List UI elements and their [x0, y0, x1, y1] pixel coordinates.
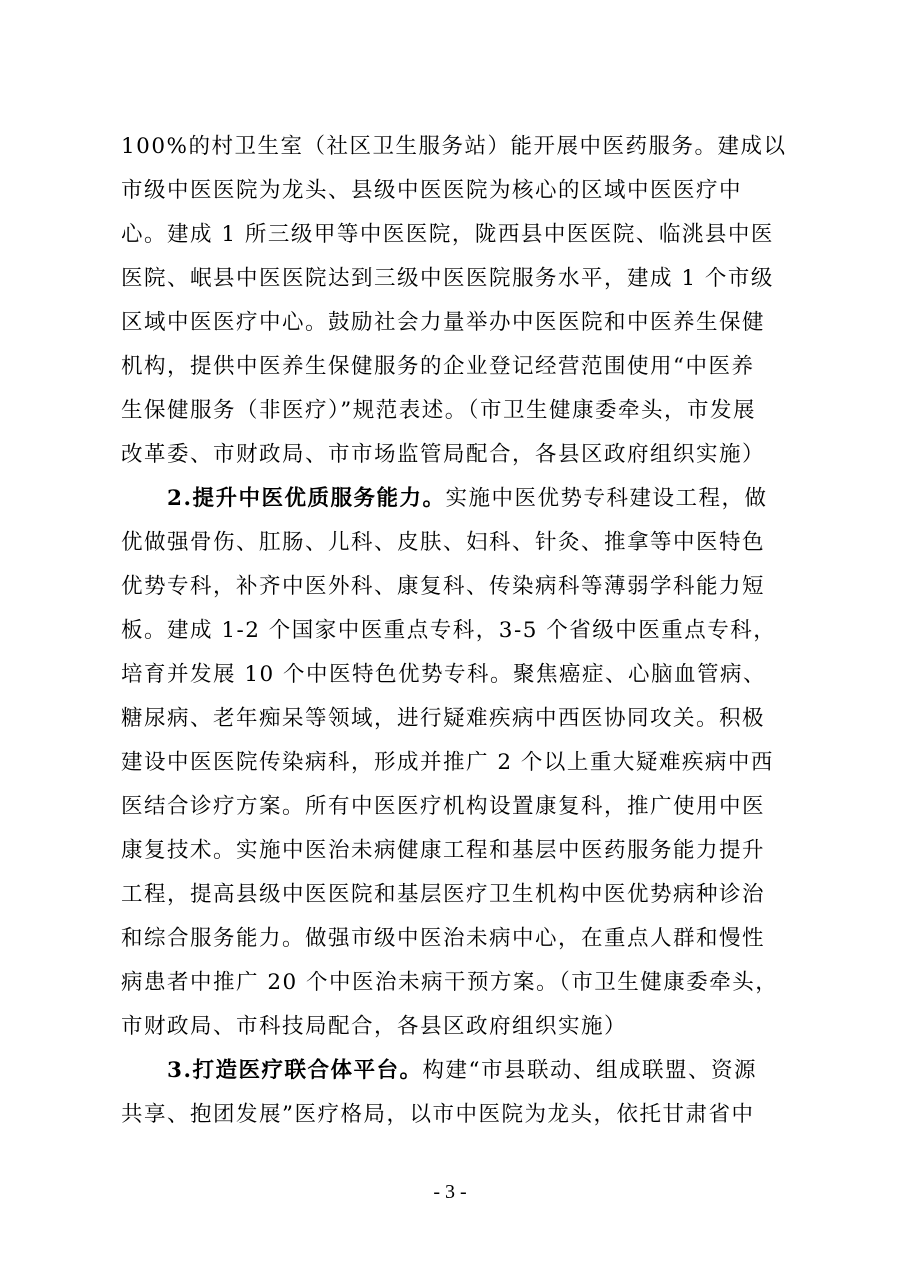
- line-text: 生保健服务（非医疗）”规范表述。（市卫生健康委牵头，市发展: [121, 398, 756, 423]
- text-line: [121, 1012, 627, 1042]
- text-line: [121, 572, 765, 602]
- text-line: [121, 968, 778, 998]
- text-line: [121, 308, 765, 338]
- line-text: 市级中医医院为龙头、县级中医医院为核心的区域中医医疗中: [121, 178, 743, 203]
- line-text: 康复技术。实施中医治未病健康工程和基层中医药服务能力提升: [121, 838, 766, 863]
- text-line: [121, 880, 765, 910]
- section-heading-line: [167, 484, 767, 514]
- text-line: [121, 792, 765, 822]
- line-text: 构建“市县联动、组成联盟、资源: [422, 1058, 757, 1083]
- text-line: [121, 396, 756, 426]
- text-line: [121, 132, 786, 162]
- section-heading: 2.提升中医优质服务能力。: [167, 486, 446, 511]
- text-line: [121, 528, 765, 558]
- text-line: [121, 176, 742, 206]
- line-text: 共享、抱团发展”医疗格局，以市中医院为龙头，依托甘肃省中: [121, 1102, 755, 1127]
- line-text: 优做强骨伤、肛肠、儿科、皮肤、妇科、针灸、推拿等中医特色: [121, 530, 766, 555]
- line-text: 病患者中推广 20 个中医治未病干预方案。（市卫生健康委牵头，: [121, 970, 779, 995]
- text-line: [121, 616, 776, 646]
- line-text: 板。建成 1-2 个国家中医重点专科，3-5 个省级中医重点专科，: [121, 618, 777, 643]
- text-line: [121, 352, 755, 382]
- line-text: 工程，提高县级中医医院和基层医疗卫生机构中医优势病种诊治: [121, 882, 766, 907]
- line-text: 100%的村卫生室（社区卫生服务站）能开展中医药服务。建成以: [121, 134, 787, 159]
- text-line: [121, 1100, 755, 1130]
- line-text: 改革委、市财政局、市市场监管局配合，各县区政府组织实施）: [121, 442, 766, 467]
- text-line: [121, 220, 774, 250]
- text-line: [121, 440, 765, 470]
- line-text: 市财政局、市科技局配合，各县区政府组织实施）: [121, 1014, 628, 1039]
- line-text: 机构，提供中医养生保健服务的企业登记经营范围使用“中医养: [121, 354, 755, 379]
- text-line: [121, 704, 765, 734]
- line-text: 实施中医优势专科建设工程，做: [445, 486, 768, 511]
- line-text: 医结合诊疗方案。所有中医医疗机构设置康复科，推广使用中医: [121, 794, 766, 819]
- section-heading: 3.打造医疗联合体平台。: [167, 1058, 423, 1083]
- line-text: 心。建成 1 所三级甲等中医医院，陇西县中医医院、临洮县中医: [121, 222, 774, 247]
- text-line: [121, 836, 765, 866]
- text-line: [121, 924, 765, 954]
- line-text: 医院、岷县中医医院达到三级中医医院服务水平，建成 1 个市级: [121, 266, 774, 291]
- section-heading-line: [167, 1056, 757, 1086]
- text-line: [121, 660, 766, 690]
- line-text: 和综合服务能力。做强市级中医治未病中心，在重点人群和慢性: [121, 926, 766, 951]
- page-number: - 3 -: [433, 1181, 467, 1203]
- line-text: 区域中医医疗中心。鼓励社会力量举办中医医院和中医养生保健: [121, 310, 766, 335]
- line-text: 培育并发展 10 个中医特色优势专科。聚焦癌症、心脑血管病、: [121, 662, 767, 687]
- line-text: 建设中医医院传染病科，形成并推广 2 个以上重大疑难疾病中西: [121, 750, 774, 775]
- text-line: [121, 264, 774, 294]
- line-text: 优势专科，补齐中医外科、康复科、传染病科等薄弱学科能力短: [121, 574, 766, 599]
- line-text: 糖尿病、老年痴呆等领域，进行疑难疾病中西医协同攻关。积极: [121, 706, 766, 731]
- text-line: [121, 748, 774, 778]
